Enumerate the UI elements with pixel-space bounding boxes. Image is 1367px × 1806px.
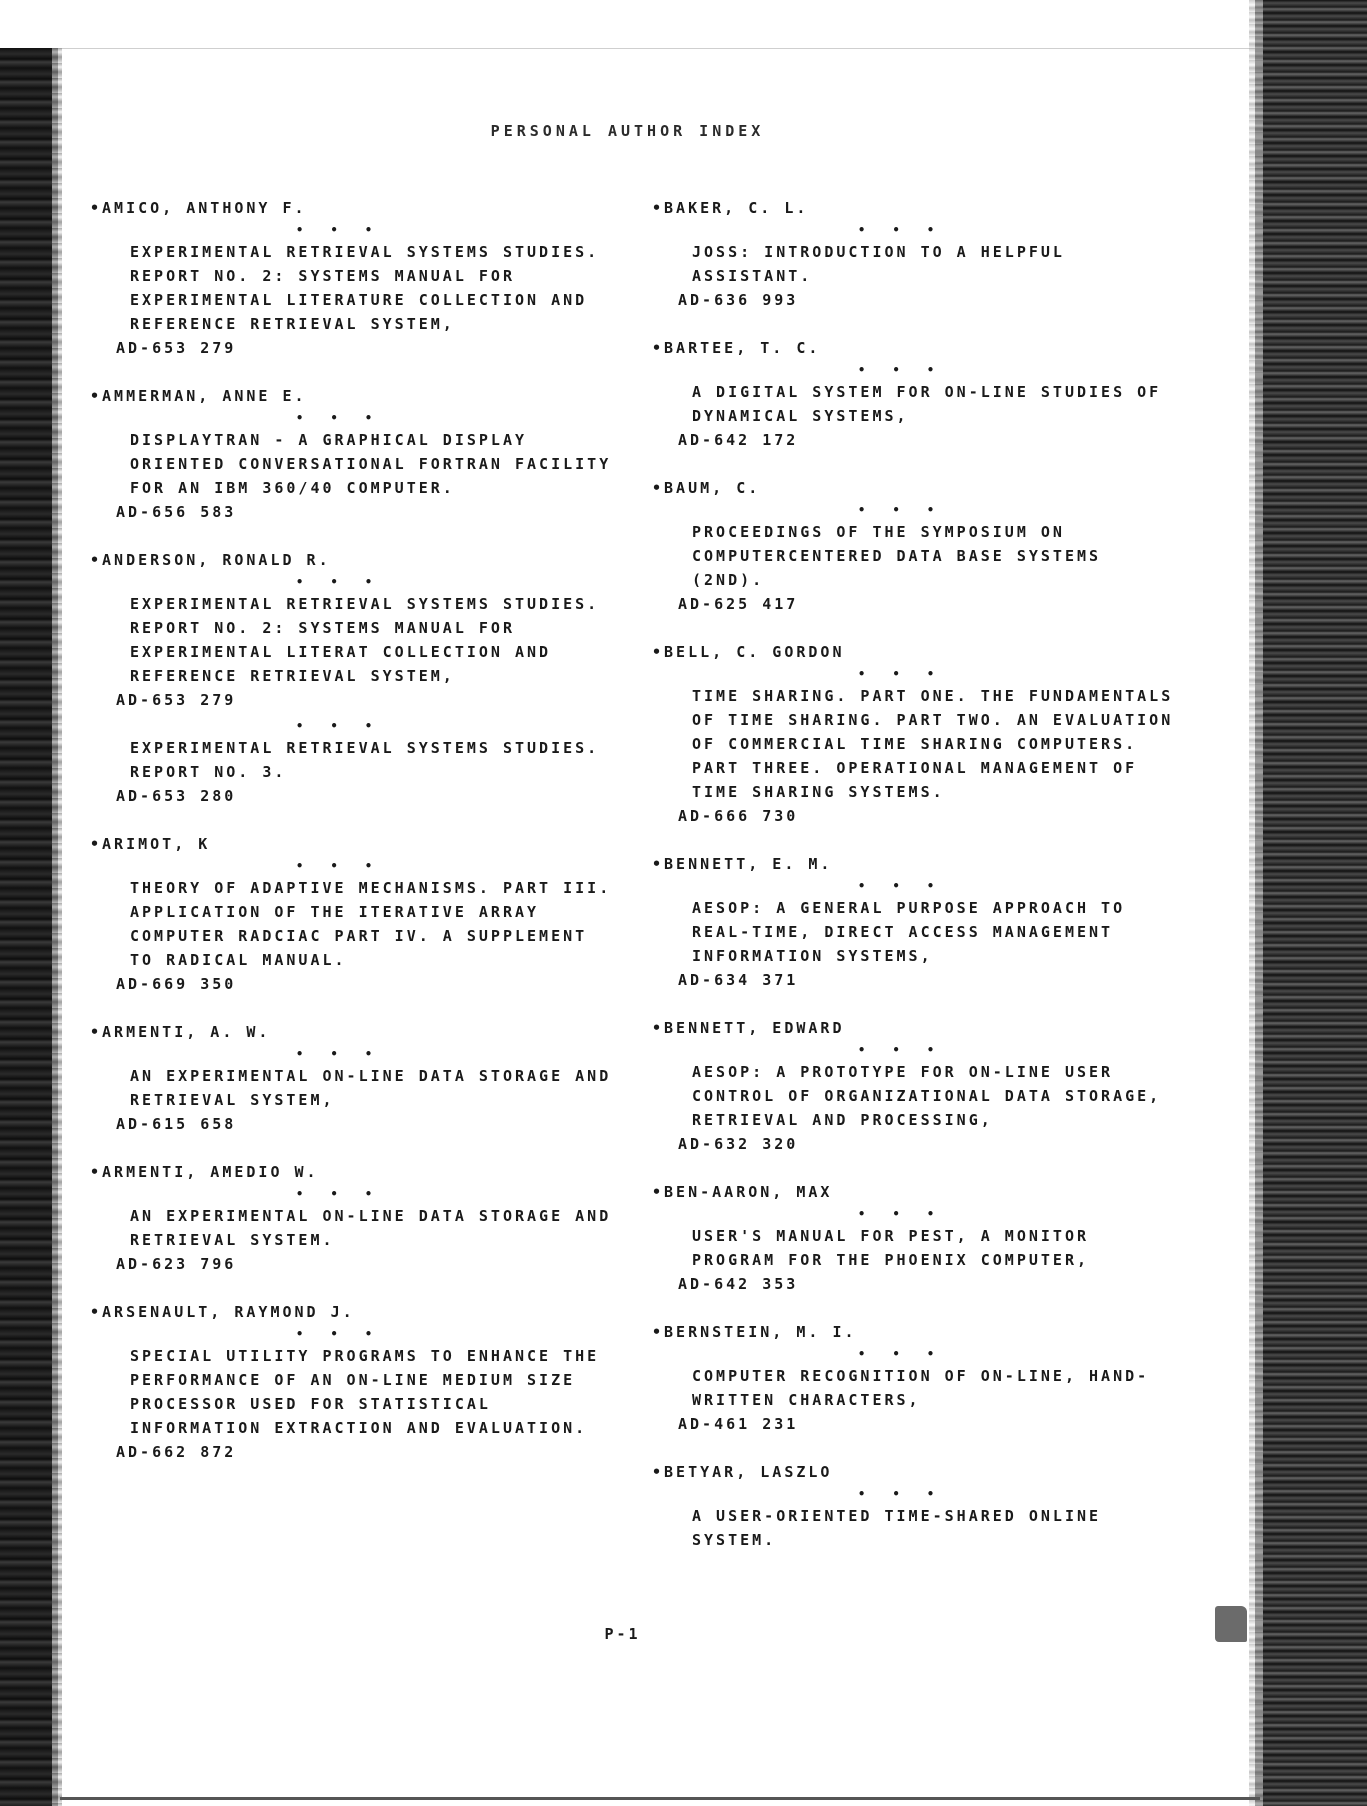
work-title: SPECIAL UTILITY PROGRAMS TO ENHANCE THE PERFORMANCE OF AN ON-LINE MEDIUM SIZE PROCESSOR USED FOR STATISTICAL INFORMATION EXTRACTION AND EVALUATION. — [130, 1347, 600, 1437]
left-column — [90, 196, 620, 1488]
work-item — [652, 1484, 1182, 1552]
work-item — [90, 408, 620, 524]
ad-number: AD-615 658 — [116, 1115, 237, 1133]
work-item — [652, 220, 1182, 312]
work-item — [652, 360, 1182, 452]
author-name: •BENNETT, EDWARD — [652, 1019, 845, 1037]
index-entry — [652, 336, 1182, 452]
ad-number: AD-623 796 — [116, 1255, 237, 1273]
scan-border-left — [0, 48, 58, 1806]
separator-dots: • • • — [296, 411, 383, 425]
ad-number: AD-636 993 — [678, 291, 799, 309]
work-title: EXPERIMENTAL RETRIEVAL SYSTEMS STUDIES. REPORT NO. 2: SYSTEMS MANUAL FOR EXPERIMENTAL LITERAT COLLECTION AND REFERENCE RETRIEVAL SYSTEM, — [130, 595, 600, 685]
ad-number: AD-653 279 — [116, 691, 237, 709]
work-item — [652, 500, 1182, 616]
right-column — [652, 196, 1182, 1576]
index-entry — [90, 1160, 620, 1276]
work-title: THEORY OF ADAPTIVE MECHANISMS. PART III. APPLICATION OF THE ITERATIVE ARRAY COMPUTER RADCIAC PART IV. A SUPPLEMENT TO RADICAL MANUAL. — [130, 879, 612, 969]
author-name: •ANDERSON, RONALD R. — [90, 551, 331, 569]
ad-number: AD-625 417 — [678, 595, 799, 613]
author-name: •ARMENTI, AMEDIO W. — [90, 1163, 319, 1181]
work-title: AESOP: A GENERAL PURPOSE APPROACH TO REAL-TIME, DIRECT ACCESS MANAGEMENT INFORMATION SYSTEMS, — [692, 899, 1126, 965]
index-entry — [652, 1320, 1182, 1436]
work-title: A USER-ORIENTED TIME-SHARED ONLINE SYSTEM. — [692, 1507, 1102, 1549]
separator-dots: • • • — [858, 667, 945, 681]
index-entry — [90, 1300, 620, 1464]
separator-dots: • • • — [296, 575, 383, 589]
author-name: •BENNETT, E. M. — [652, 855, 833, 873]
index-entry — [90, 384, 620, 524]
work-title: DISPLAYTRAN - A GRAPHICAL DISPLAY ORIENTED CONVERSATIONAL FORTRAN FACILITY FOR AN IBM 360/40 COMPUTER. — [130, 431, 612, 497]
work-title: USER'S MANUAL FOR PEST, A MONITOR PROGRAM FOR THE PHOENIX COMPUTER, — [692, 1227, 1090, 1269]
separator-dots: • • • — [858, 363, 945, 377]
separator-dots: • • • — [858, 503, 945, 517]
index-entry — [652, 1460, 1182, 1552]
work-title: JOSS: INTRODUCTION TO A HELPFUL ASSISTANT. — [692, 243, 1065, 285]
index-entry — [90, 832, 620, 996]
ad-number: AD-662 872 — [116, 1443, 237, 1461]
separator-dots: • • • — [296, 719, 383, 733]
scan-border-right — [1255, 0, 1367, 1806]
author-name: •BETYAR, LASZLO — [652, 1463, 833, 1481]
ad-number: AD-461 231 — [678, 1415, 799, 1433]
scan-border-right-edge — [1249, 0, 1263, 1806]
work-item — [652, 664, 1182, 828]
separator-dots: • • • — [858, 1487, 945, 1501]
scan-border-left-edge — [52, 48, 62, 1806]
ad-number: AD-642 172 — [678, 431, 799, 449]
work-title: A DIGITAL SYSTEM FOR ON-LINE STUDIES OF DYNAMICAL SYSTEMS, — [692, 383, 1162, 425]
work-title: AESOP: A PROTOTYPE FOR ON-LINE USER CONTROL OF ORGANIZATIONAL DATA STORAGE, RETRIEVAL AND PROCESSING, — [692, 1063, 1162, 1129]
work-item — [90, 1324, 620, 1464]
ad-number: AD-653 279 — [116, 339, 237, 357]
ad-number: AD-666 730 — [678, 807, 799, 825]
separator-dots: • • • — [296, 1327, 383, 1341]
index-entry — [90, 1020, 620, 1136]
index-entry — [90, 548, 620, 808]
index-entry — [652, 196, 1182, 312]
ad-number: AD-634 371 — [678, 971, 799, 989]
separator-dots: • • • — [858, 1043, 945, 1057]
work-title: AN EXPERIMENTAL ON-LINE DATA STORAGE AND RETRIEVAL SYSTEM. — [130, 1207, 612, 1249]
author-name: •BELL, C. GORDON — [652, 643, 845, 661]
work-item — [90, 1044, 620, 1136]
author-name: •BERNSTEIN, M. I. — [652, 1323, 857, 1341]
index-entry — [652, 1016, 1182, 1156]
work-title: PROCEEDINGS OF THE SYMPOSIUM ON COMPUTERCENTERED DATA BASE SYSTEMS (2ND). — [692, 523, 1102, 589]
author-name: •AMMERMAN, ANNE E. — [90, 387, 307, 405]
work-item — [652, 876, 1182, 992]
bottom-paper-edge — [60, 1797, 1260, 1800]
work-item — [90, 716, 620, 808]
index-entry — [652, 1180, 1182, 1296]
work-title: AN EXPERIMENTAL ON-LINE DATA STORAGE AND RETRIEVAL SYSTEM, — [130, 1067, 612, 1109]
work-item — [90, 220, 620, 360]
separator-dots: • • • — [296, 1187, 383, 1201]
work-item — [652, 1344, 1182, 1436]
separator-dots: • • • — [858, 1347, 945, 1361]
work-title: EXPERIMENTAL RETRIEVAL SYSTEMS STUDIES. REPORT NO. 3. — [130, 739, 600, 781]
index-entry — [652, 476, 1182, 616]
ad-number: AD-656 583 — [116, 503, 237, 521]
page-number: P-1 — [604, 1625, 641, 1643]
author-name: •ARSENAULT, RAYMOND J. — [90, 1303, 355, 1321]
author-name: •BAKER, C. L. — [652, 199, 809, 217]
author-name: •ARMENTI, A. W. — [90, 1023, 271, 1041]
work-item — [652, 1040, 1182, 1156]
work-item — [90, 572, 620, 712]
page-title: PERSONAL AUTHOR INDEX — [490, 122, 765, 140]
index-entry — [652, 640, 1182, 828]
separator-dots: • • • — [296, 1047, 383, 1061]
author-name: •AMICO, ANTHONY F. — [90, 199, 307, 217]
index-entry — [90, 196, 620, 360]
index-entry — [652, 852, 1182, 992]
author-name: •BEN-AARON, MAX — [652, 1183, 833, 1201]
ad-number: AD-642 353 — [678, 1275, 799, 1293]
ad-number: AD-653 280 — [116, 787, 237, 805]
author-name: •BAUM, C. — [652, 479, 761, 497]
work-title: TIME SHARING. PART ONE. THE FUNDAMENTALS OF TIME SHARING. PART TWO. AN EVALUATION OF COMMERCIAL TIME SHARING COMPUTERS. PART THREE. OPERATIONAL MANAGEMENT OF TIME SHARING SYSTEMS. — [692, 687, 1174, 801]
ad-number: AD-669 350 — [116, 975, 237, 993]
work-title: EXPERIMENTAL RETRIEVAL SYSTEMS STUDIES. REPORT NO. 2: SYSTEMS MANUAL FOR EXPERIMENTAL LITERATURE COLLECTION AND REFERENCE RETRIEVAL SYSTEM, — [130, 243, 600, 333]
work-item — [652, 1204, 1182, 1296]
separator-dots: • • • — [858, 879, 945, 893]
author-name: •ARIMOT, K — [90, 835, 211, 853]
work-title: COMPUTER RECOGNITION OF ON-LINE, HAND-WRITTEN CHARACTERS, — [692, 1367, 1150, 1409]
author-name: •BARTEE, T. C. — [652, 339, 821, 357]
work-item — [90, 1184, 620, 1276]
top-paper-edge — [0, 0, 1255, 49]
separator-dots: • • • — [858, 223, 945, 237]
ad-number: AD-632 320 — [678, 1135, 799, 1153]
work-item — [90, 856, 620, 996]
separator-dots: • • • — [296, 223, 383, 237]
separator-dots: • • • — [858, 1207, 945, 1221]
separator-dots: • • • — [296, 859, 383, 873]
